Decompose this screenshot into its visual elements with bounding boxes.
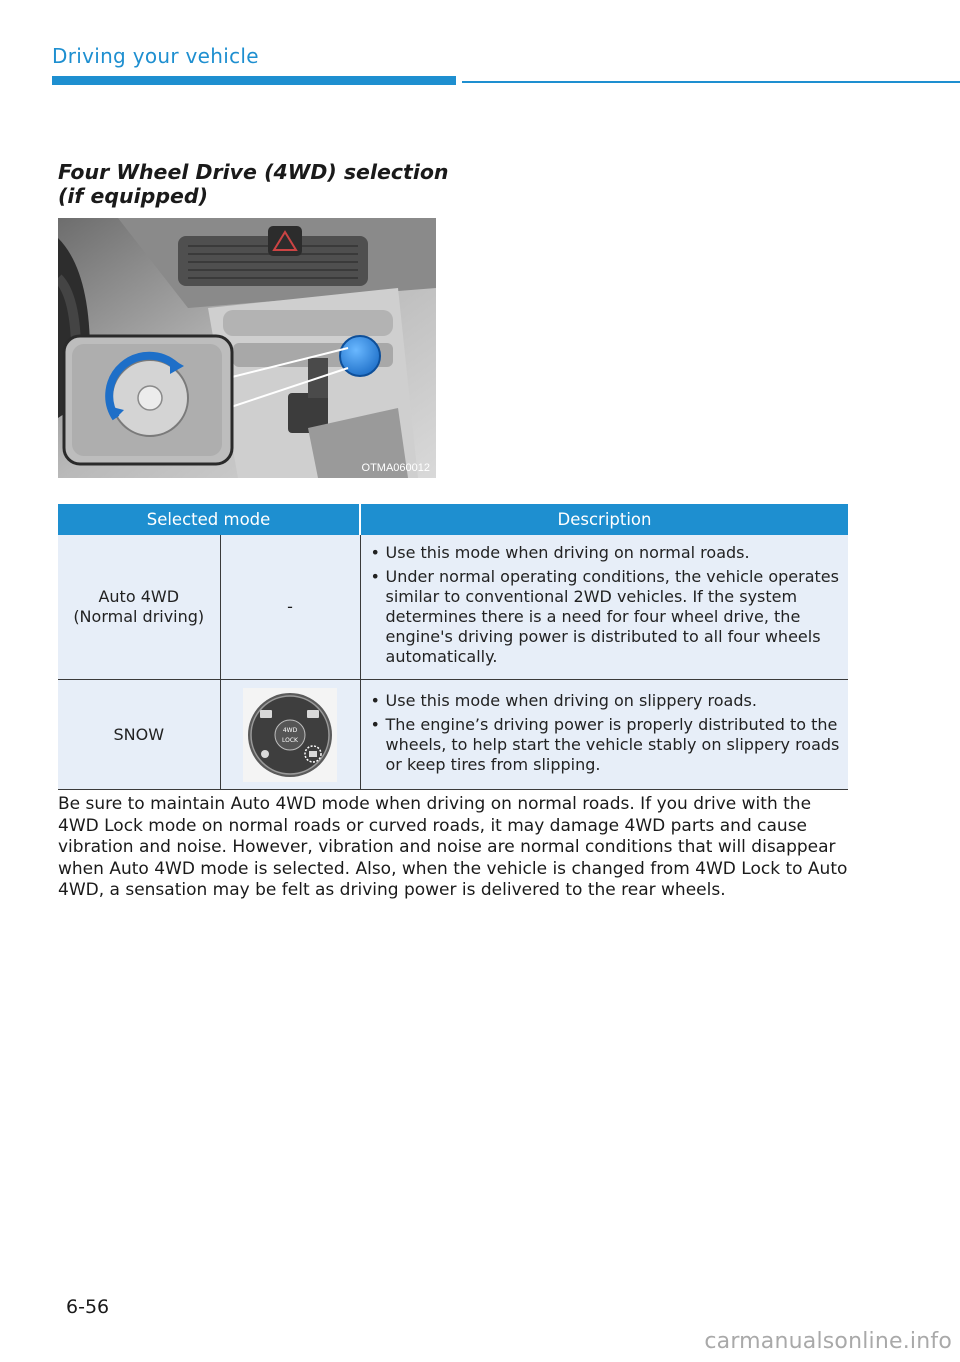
caution-note: Be sure to maintain Auto 4WD mode when driving on normal roads. If you drive with the 4WD Lock mode on normal roads or curved roads, it may damage 4WD parts and cause vibration and noise. However, vibration and noise are normal conditions that will disappear when Auto 4WD mode is selected. Also, when the vehicle is changed from 4WD Lock to Auto 4WD, a sensation may be felt as driving power is delivered to the rear wheels. [58,794,848,900]
watermark: carmanualsonline.info [704,1329,952,1354]
drive-mode-knob-icon [243,688,337,782]
svg-text:LOCK: LOCK [282,736,298,744]
console-illustration [58,218,436,478]
description-cell [360,535,848,680]
description-bullet: • The engine’s driving power is properly distributed to the wheels, to help start the vehicle stably on slippery roads or keep tires from slipping. [367,715,843,775]
description-bullet: • Use this mode when driving on normal roads. [367,543,843,563]
mode-cell [58,680,220,790]
header-selected-mode: Selected mode [58,504,360,535]
header-description: Description [360,504,848,535]
mode-label-line1: Auto 4WD [98,587,180,606]
table-row [58,680,848,790]
page-number: 6-56 [66,1296,110,1318]
chapter-title: Driving your vehicle [52,44,259,68]
console-photo [58,218,436,478]
table-row [58,535,848,680]
header-rule-thin [462,81,960,83]
mode-symbol-cell [220,680,360,790]
description-cell [360,680,848,790]
section-title [58,160,458,208]
mode-symbol-cell [220,535,360,680]
section-title-line1: Four Wheel Drive (4WD) selection [58,160,449,184]
drive-mode-table [58,504,848,790]
header-rule-thick [52,76,456,85]
description-bullet: • Under normal operating conditions, the vehicle operates similar to conventional 2WD vehicles. If the system determines there is a need for four wheel drive, the engine's driving power is distributed to all four wheels automatically. [367,567,843,667]
section-title-line2: (if equipped) [58,184,208,208]
mode-symbol: - [287,597,293,616]
mode-label-line2: (Normal driving) [73,607,205,626]
svg-text:4WD: 4WD [282,726,298,734]
mode-cell [58,535,220,680]
table-header-row [58,504,848,535]
mode-label-line1: SNOW [113,724,165,744]
description-bullet: • Use this mode when driving on slippery roads. [367,691,843,711]
figure-code: OTMA060012 [361,462,430,474]
